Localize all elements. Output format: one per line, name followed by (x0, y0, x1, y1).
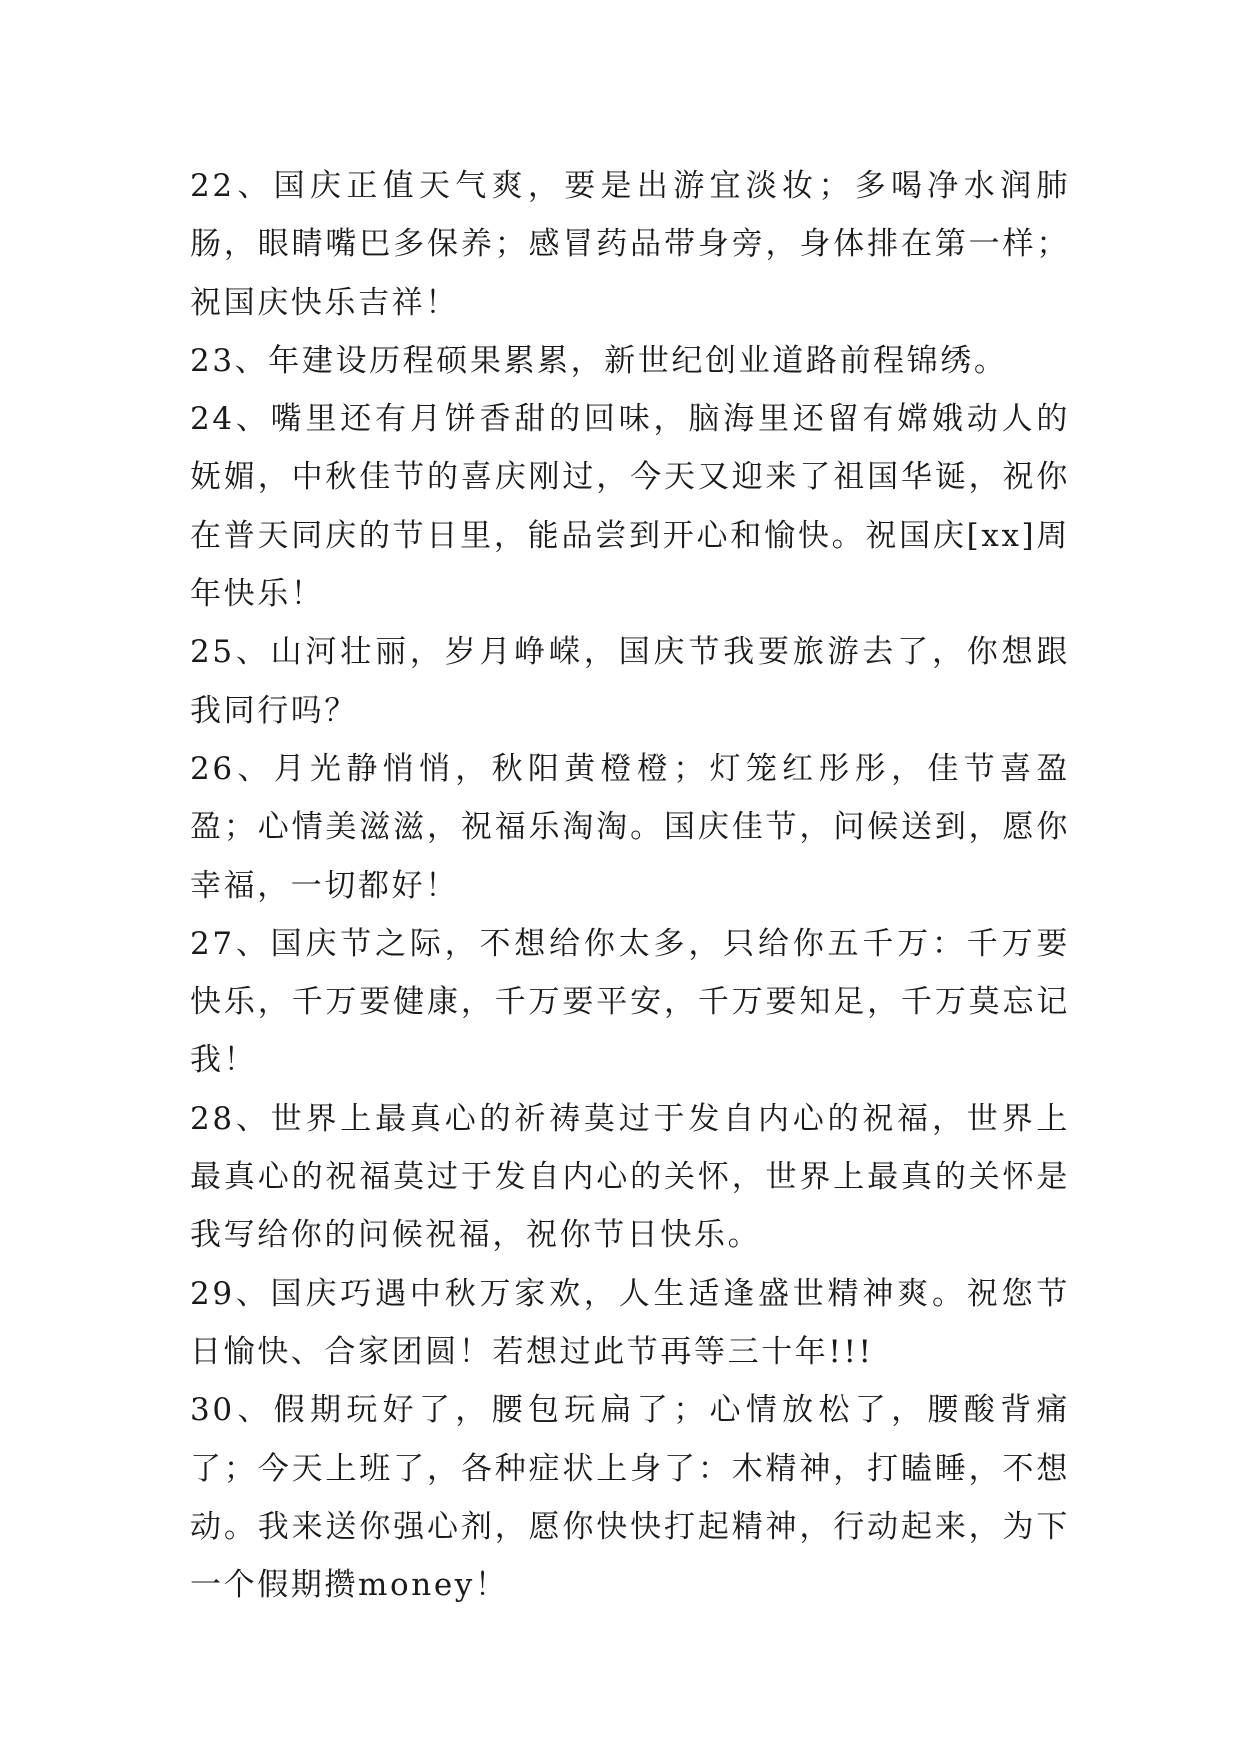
list-item: 30、假期玩好了，腰包玩扁了；心情放松了，腰酸背痛了；今天上班了，各种症状上身了：木精神，打瞌睡，不想动。我来送你强心剂，愿你快快打起精神，行动起来，为下一个假期攒money！ (190, 1392, 1070, 1604)
list-item: 27、国庆节之际，不想给你太多，只给你五千万：千万要快乐，千万要健康，千万要平安，千万要知足，千万莫忘记我！ (190, 925, 1070, 1079)
list-item: 29、国庆巧遇中秋万家欢，人生适逢盛世精神爽。祝您节日愉快、合家团圆！若想过此节再等三十年!!! (190, 1275, 1070, 1370)
document-body (190, 157, 1070, 1614)
list-item: 26、月光静悄悄，秋阳黄橙橙；灯笼红彤彤，佳节喜盈盈；心情美滋滋，祝福乐淘淘。国庆佳节，问候送到，愿你幸福，一切都好！ (190, 750, 1070, 904)
list-item: 23、年建设历程硕果累累，新世纪创业道路前程锦绣。 (190, 342, 1008, 379)
list-item: 28、世界上最真心的祈祷莫过于发自内心的祝福，世界上最真心的祝福莫过于发自内心的关怀，世界上最真的关怀是我写给你的问候祝福，祝你节日快乐。 (190, 1100, 1070, 1254)
list-item: 22、国庆正值天气爽，要是出游宜淡妆；多喝净水润肺肠，眼睛嘴巴多保养；感冒药品带身旁，身体排在第一样；祝国庆快乐吉祥！ (190, 168, 1070, 321)
list-item: 25、山河壮丽，岁月峥嵘，国庆节我要旅游去了，你想跟我同行吗？ (190, 634, 1070, 729)
list-item: 24、嘴里还有月饼香甜的回味，脑海里还留有嫦娥动人的妩媚，中秋佳节的喜庆刚过，今天又迎来了祖国华诞，祝你在普天同庆的节日里，能品尝到开心和愉快。祝国庆[xx]周年快乐！ (190, 401, 1070, 613)
